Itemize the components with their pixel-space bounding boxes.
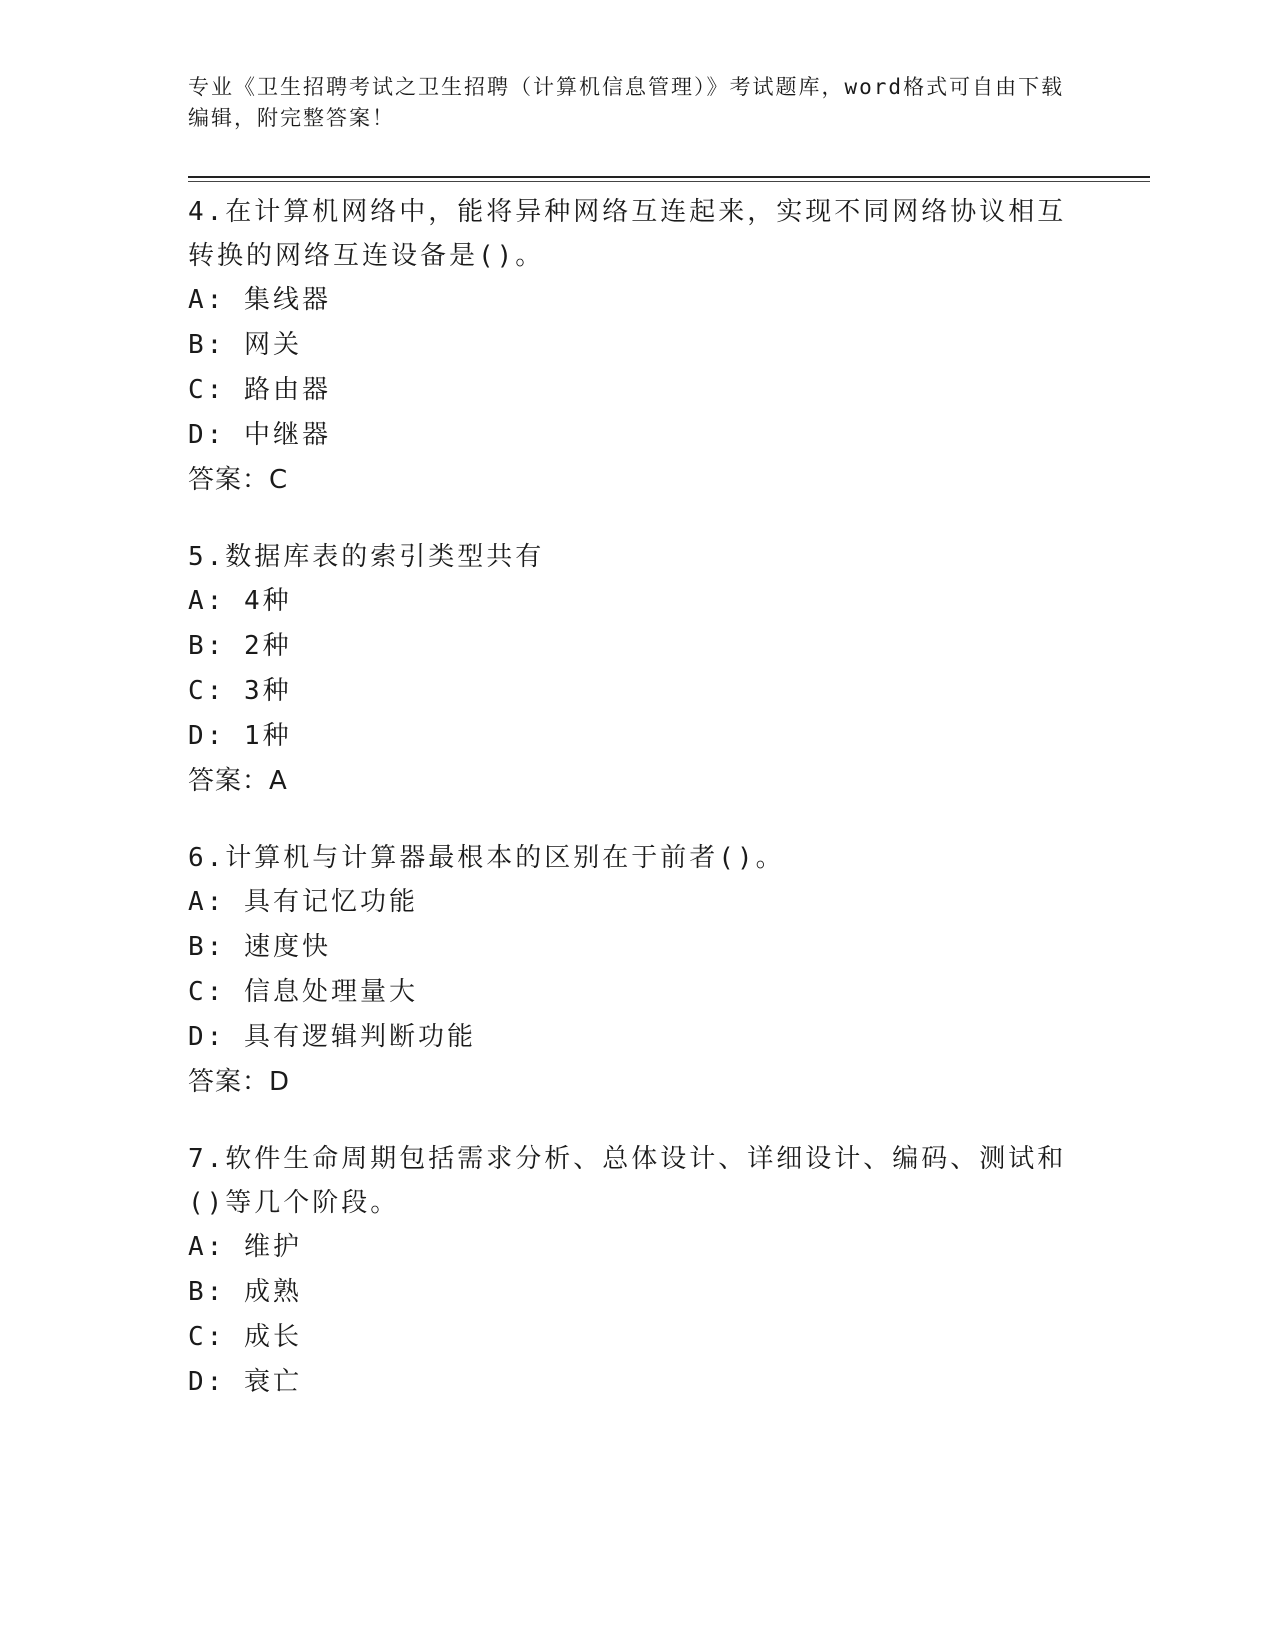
option-d: D: 1种 [188,721,292,751]
option-a: A: 4种 [188,586,292,616]
question-7 [188,1137,1068,1405]
header-divider-thin [188,181,1150,182]
option-c: C: 路由器 [188,375,331,405]
question-text: 5.数据库表的索引类型共有 [188,542,545,572]
question-4 [188,190,1068,503]
option-b: B: 2种 [188,631,292,661]
answer-line: 答案：C [188,465,289,495]
option-b: B: 速度快 [188,932,331,962]
option-d: D: 衰亡 [188,1367,302,1397]
answer-line: 答案：A [188,766,288,796]
option-b: B: 成熟 [188,1277,302,1307]
answer-line: 答案：D [188,1067,291,1097]
option-c: C: 信息处理量大 [188,977,418,1007]
option-c: C: 3种 [188,676,292,706]
question-list [188,190,1068,1437]
option-d: D: 中继器 [188,420,331,450]
option-d: D: 具有逻辑判断功能 [188,1022,476,1052]
option-a: A: 具有记忆功能 [188,887,418,917]
question-text: 6.计算机与计算器最根本的区别在于前者()。 [188,843,785,873]
question-5 [188,535,1068,804]
header-divider-thick [188,176,1150,178]
document-header: 专业《卫生招聘考试之卫生招聘（计算机信息管理）》考试题库，word格式可自由下载编辑，附完整答案！ [188,75,1065,130]
question-text: 7.软件生命周期包括需求分析、总体设计、详细设计、编码、测试和()等几个阶段。 [188,1144,1067,1218]
question-text: 4.在计算机网络中，能将异种网络互连起来，实现不同网络协议相互转换的网络互连设备是()。 [188,197,1067,271]
option-a: A: 维护 [188,1232,302,1262]
option-a: A: 集线器 [188,285,331,315]
question-6 [188,836,1068,1105]
option-c: C: 成长 [188,1322,302,1352]
option-b: B: 网关 [188,330,302,360]
